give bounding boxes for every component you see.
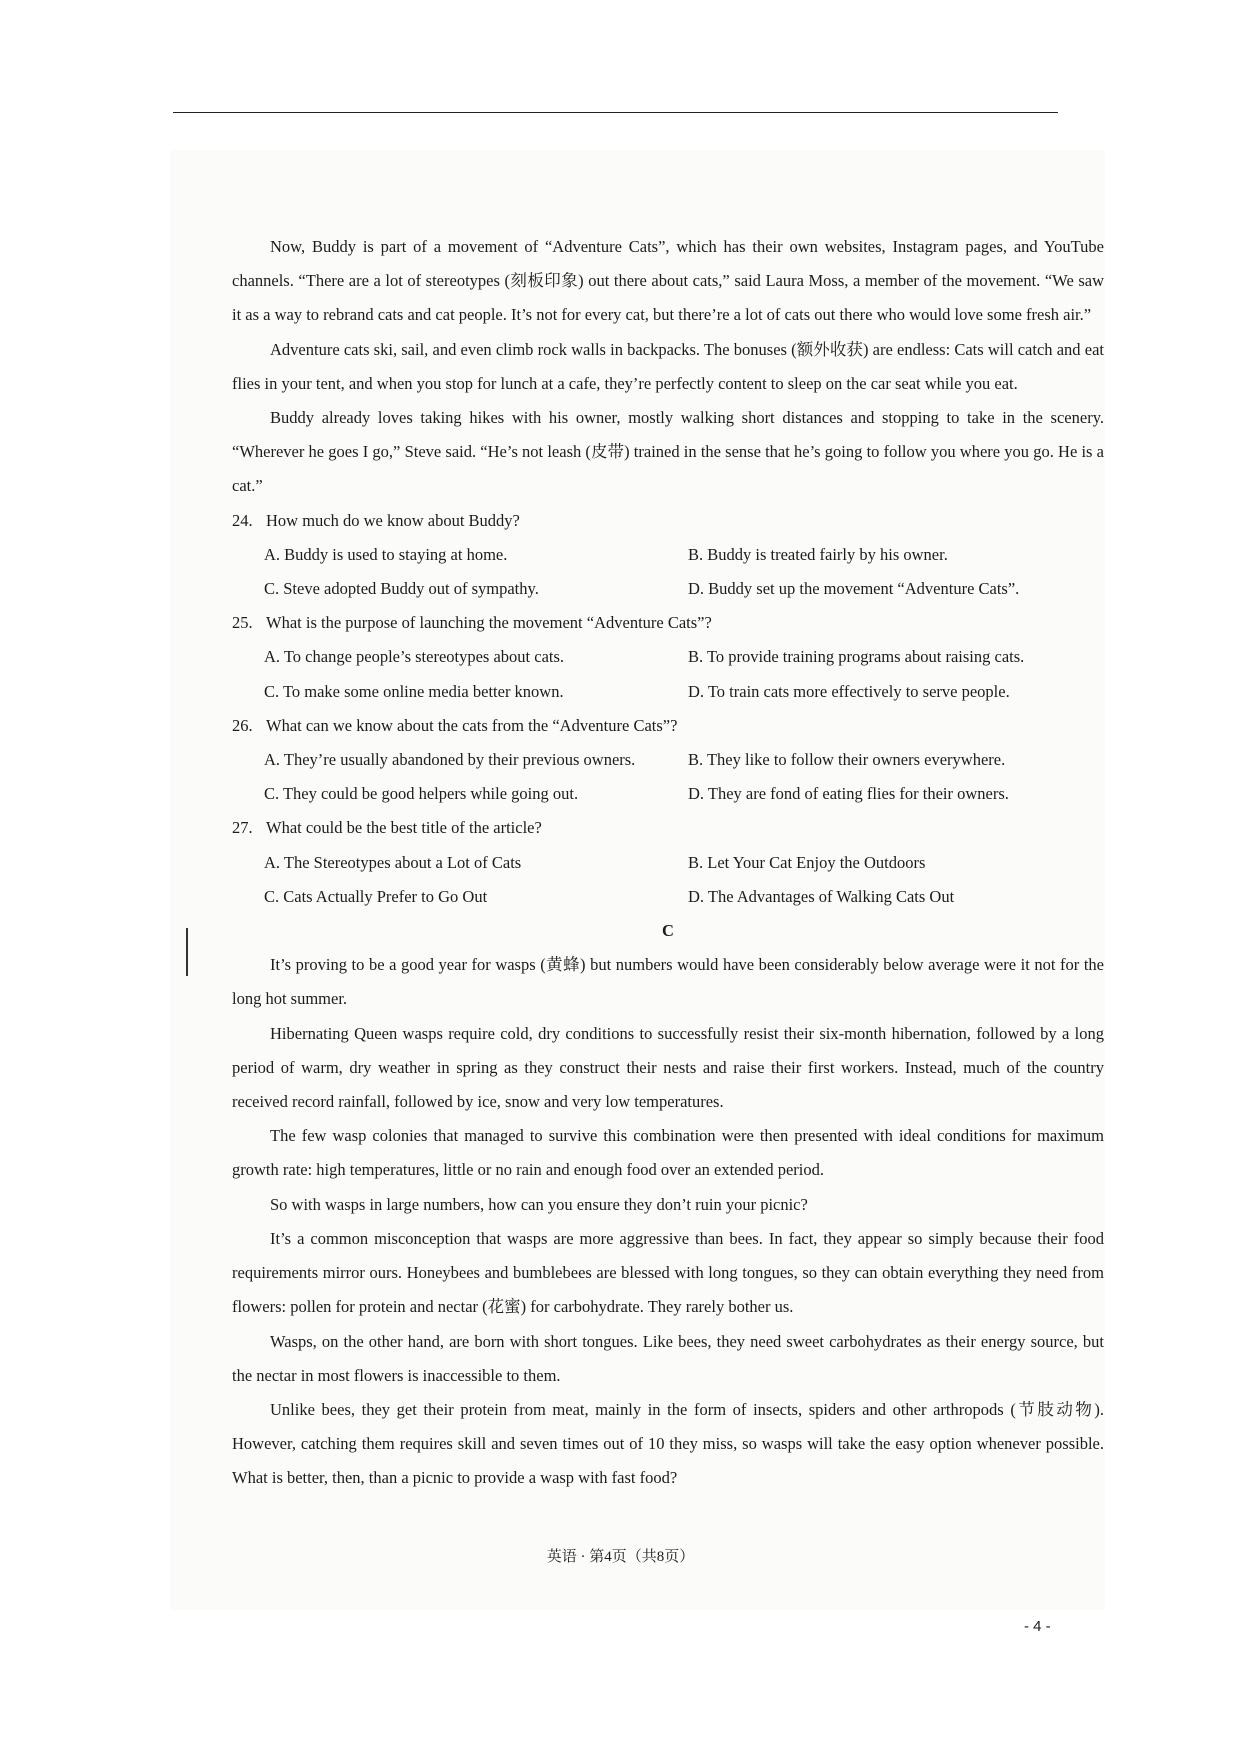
question-27 [232, 811, 1104, 845]
option-c: C. To make some online media better known. [264, 681, 564, 701]
option-a: A. The Stereotypes about a Lot of Cats [264, 852, 522, 872]
question-number: 25. [232, 613, 253, 633]
option-a: A. Buddy is used to staying at home. [264, 544, 508, 564]
question-text: How much do we know about Buddy? [266, 510, 520, 530]
pen-mark [186, 928, 188, 976]
question-26 [232, 709, 1104, 743]
passage-paragraph: So with wasps in large numbers, how can you ensure they don’t ruin your picnic? [270, 1194, 808, 1214]
passage-paragraph: Hibernating Queen wasps require cold, dry conditions to successfully resist their six-month hibernation, followed by a long period of warm, dry weather in spring as they construct their nests and raise their first workers. Instead, much of the country received record rainfall, followed by ice, snow and very low temperatures. [232, 1023, 1104, 1112]
question-27-options [232, 846, 1104, 914]
passage-paragraph: Buddy already loves taking hikes with his owner, mostly walking short distances and stopping to take in the scenery. “Wherever he goes I go,” Steve said. “He’s not leash (皮带) trained in the sense that he’s going to follow you where you go. He is a cat.” [232, 408, 1104, 496]
option-d: D. To train cats more effectively to serve people. [688, 681, 1010, 701]
passage-paragraph: It’s a common misconception that wasps are more aggressive than bees. In fact, they appear so simply because their food requirements mirror ours. Honeybees and bumblebees are blessed with long tongues, so they can obtain everything they need from flowers: pollen for protein and nectar (花蜜) for carbohydrate. They rarely bother us. [232, 1228, 1104, 1317]
option-c: C. They could be good helpers while going out. [264, 784, 579, 804]
question-26-options [232, 743, 1104, 811]
option-d: D. Buddy set up the movement “Adventure Cats”. [688, 579, 1020, 599]
section-c-heading: C [662, 921, 674, 941]
option-d: D. The Advantages of Walking Cats Out [688, 886, 955, 906]
option-d: D. They are fond of eating flies for their owners. [688, 784, 1009, 804]
page-number: - 4 - [1024, 1618, 1051, 1635]
question-25-options [232, 640, 1104, 708]
option-a: A. To change people’s stereotypes about cats. [264, 647, 565, 667]
passage-paragraph: It’s proving to be a good year for wasps (黄蜂) but numbers would have been considerably below average were it not for the long hot summer. [232, 955, 1104, 1009]
question-24 [232, 504, 1104, 538]
header-rule [173, 112, 1058, 113]
passage-paragraph: The few wasp colonies that managed to survive this combination were then presented with ideal conditions for maximum growth rate: high temperatures, little or no rain and enough food over an extended period. [232, 1126, 1104, 1180]
question-number: 24. [232, 510, 253, 530]
question-text: What could be the best title of the article? [266, 818, 542, 838]
question-25 [232, 606, 1104, 640]
option-b: B. They like to follow their owners everywhere. [688, 750, 1006, 770]
question-text: What can we know about the cats from the “Adventure Cats”? [266, 715, 678, 735]
question-text: What is the purpose of launching the movement “Adventure Cats”? [266, 613, 712, 633]
page-footer: 英语 · 第4页（共8页） [546, 1549, 695, 1565]
page-content [232, 230, 1104, 1496]
option-a: A. They’re usually abandoned by their previous owners. [264, 750, 636, 770]
question-number: 27. [232, 818, 253, 838]
passage-paragraph: Unlike bees, they get their protein from meat, mainly in the form of insects, spiders and other arthropods (节肢动物). However, catching them requires skill and seven times out of 10 they miss, so wasps will take the easy option whenever possible. What is better, then, than a picnic to provide a wasp with fast food? [232, 1399, 1104, 1488]
passage-paragraph: Wasps, on the other hand, are born with short tongues. Like bees, they need sweet carbohydrates as their energy source, but the nectar in most flowers is inaccessible to them. [232, 1331, 1104, 1385]
option-c: C. Cats Actually Prefer to Go Out [264, 886, 488, 906]
passage-paragraph: Now, Buddy is part of a movement of “Adventure Cats”, which has their own websites, Instagram pages, and YouTube channels. “There are a lot of stereotypes (刻板印象) out there about cats,” said Laura Moss, a member of the movement. “We saw it as a way to rebrand cats and cat people. It’s not for every cat, but there’re a lot of cats out there who would love some fresh air.” [232, 237, 1104, 325]
option-b: B. To provide training programs about raising cats. [688, 647, 1025, 667]
option-b: B. Let Your Cat Enjoy the Outdoors [688, 852, 926, 872]
passage-paragraph: Adventure cats ski, sail, and even climb rock walls in backpacks. The bonuses (额外收获) are endless: Cats will catch and eat flies in your tent, and when you stop for lunch at a cafe, they’re perfectly content to sleep on the car seat while you eat. [232, 339, 1104, 393]
question-number: 26. [232, 715, 253, 735]
option-c: C. Steve adopted Buddy out of sympathy. [264, 579, 539, 599]
question-24-options [232, 538, 1104, 606]
option-b: B. Buddy is treated fairly by his owner. [688, 544, 948, 564]
